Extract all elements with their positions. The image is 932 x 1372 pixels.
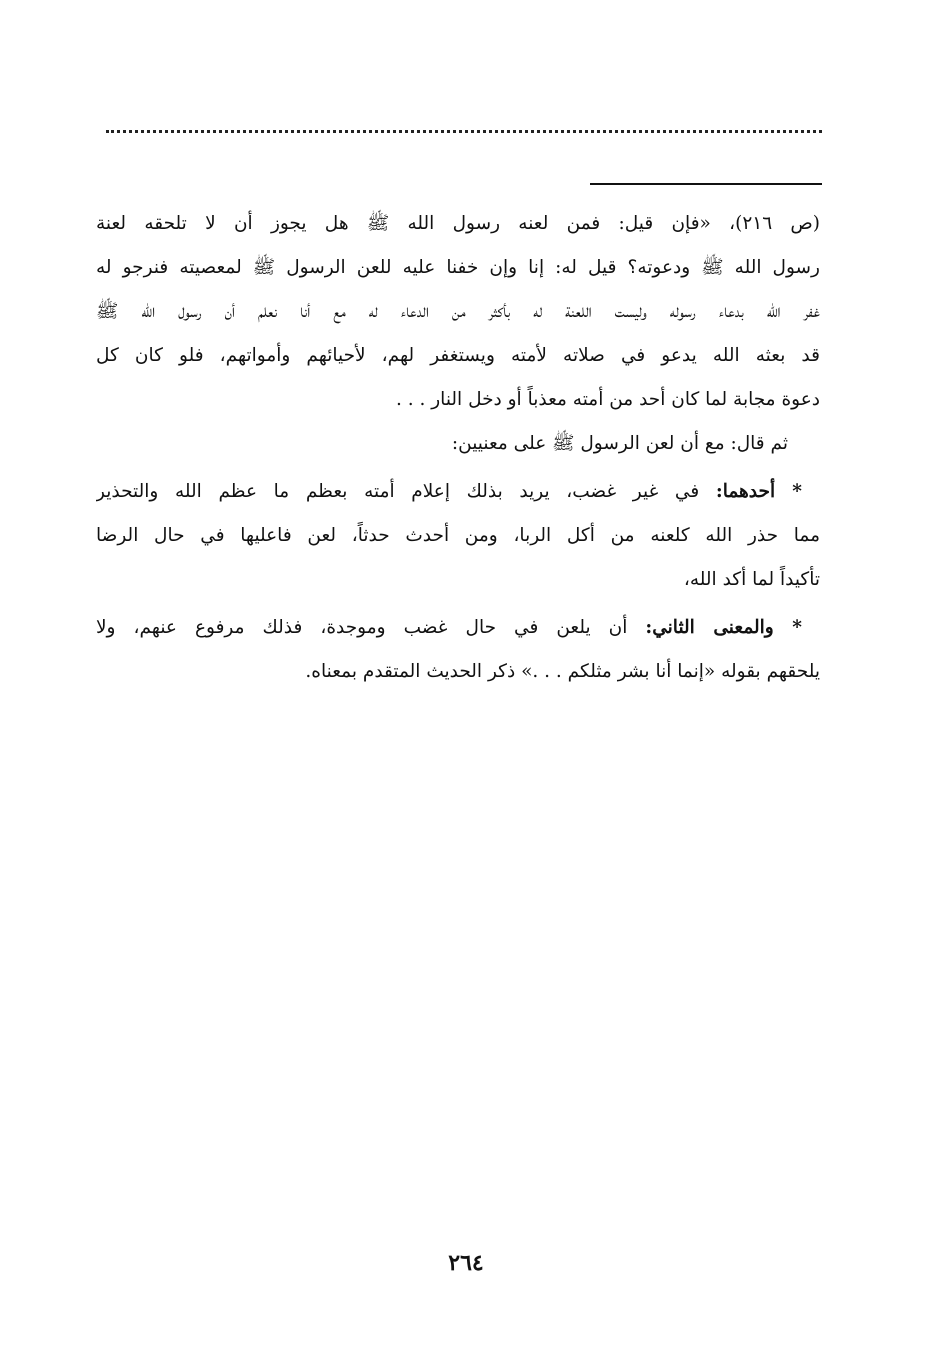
- text-line: (ص ٢١٦)، «فإن قيل: فمن لعنه رسول الله ﷺ هل يجوز أن لا تلحقه لعنة: [96, 213, 820, 234]
- second-meaning-lead: * والمعنى الثاني:: [645, 617, 802, 638]
- text-line: قد بعثه الله يدعو في صلاته لأمته ويستغفر لهم، لأحيائهم وأمواتهم، فلو كان كل: [96, 345, 820, 366]
- text-line: مما حذر الله كلعنه من أكل الربا، ومن أحدث حدثاً، لعن فاعليها في حال الرضا: [96, 525, 820, 546]
- text-line: ثم قال: مع أن لعن الرسول ﷺ على معنيين:: [451, 433, 788, 454]
- page-number: ٢٦٤: [448, 1250, 484, 1276]
- text-line: غفر الله بدعاء رسوله وليست اللعنة له بأكثر من الدعاء له مع أنا نعلم أن رسول الله ﷺ: [96, 301, 820, 322]
- first-meaning-text: في غير غضب، يريد بذلك إعلام أمته بعظم ما عظم الله والتحذير: [96, 481, 700, 502]
- text-line: رسول الله ﷺ ودعوته؟ قيل له: إنا وإن خفنا عليه للعن الرسول ﷺ لمعصيته فنرجو له: [96, 257, 820, 278]
- header-dotted-rule: [106, 130, 822, 133]
- text-line: تأكيداً لما أكد الله،: [683, 569, 820, 590]
- text-line: دعوة مجابة لما كان أحد من أمته معذباً أو دخل النار . . .: [395, 389, 820, 410]
- paragraph-first-meaning: [96, 470, 820, 602]
- text-line: [96, 606, 820, 650]
- text-line: [96, 470, 820, 514]
- footnote-separator-rule: [590, 183, 822, 185]
- paragraph-second-meaning: [96, 606, 820, 694]
- first-meaning-lead: * أحدهما:: [715, 481, 802, 502]
- text-line: يلحقهم بقوله «إنما أنا بشر مثلكم . . .» ذكر الحديث المتقدم بمعناه.: [305, 661, 820, 682]
- second-meaning-text: أن يلعن في حال غضب وموجدة، فذلك مرفوع عنهم، ولا: [96, 617, 628, 638]
- paragraph-quote: [96, 202, 820, 422]
- paragraph-then-said: [96, 422, 820, 466]
- footnote-text-block: [96, 202, 820, 694]
